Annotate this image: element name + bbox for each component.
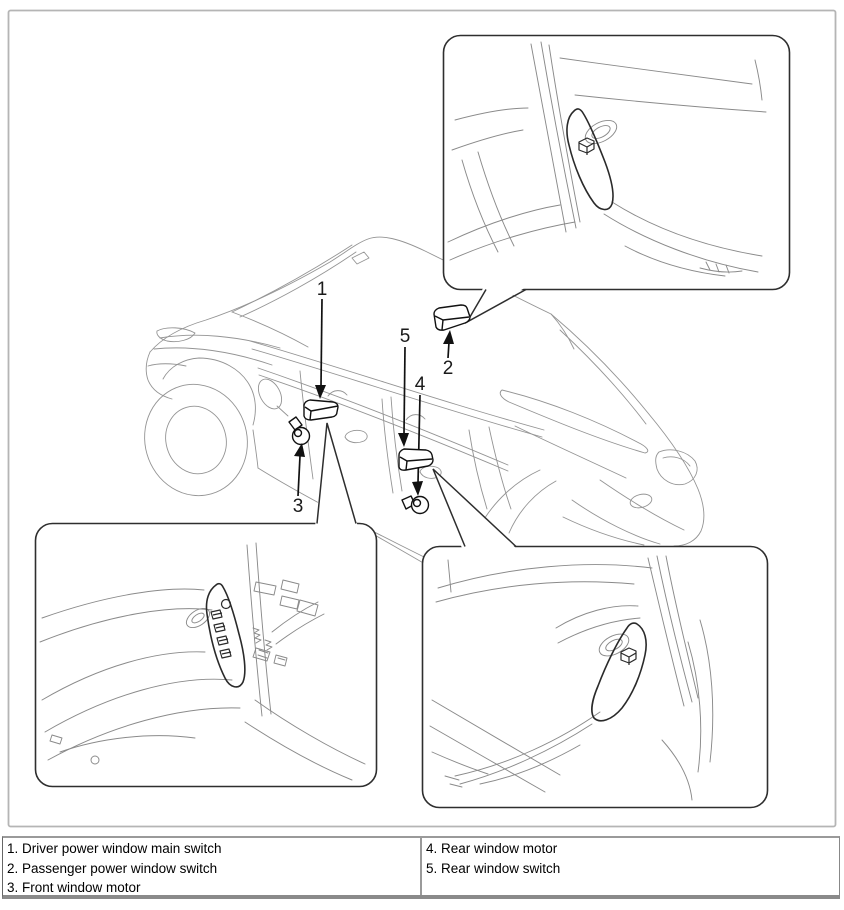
marker-3: 3 (292, 496, 304, 517)
switch-box-5 (399, 449, 433, 470)
marker-2-arrowhead (443, 330, 454, 344)
legend-item-2: 2. Passenger power window switch (7, 860, 218, 876)
legend-item-4: 4. Rear window motor (426, 841, 558, 856)
marker-3-arrow-shaft (298, 456, 300, 496)
legend-column-1 (3, 838, 422, 895)
marker-4-arrowhead (412, 481, 423, 496)
legend-item-1: 1. Driver power window main switch (7, 841, 222, 856)
inset-passenger-door (444, 36, 790, 323)
marker-5-arrowhead (398, 433, 409, 447)
motor-4 (402, 496, 429, 514)
switch-box-2 (434, 305, 470, 330)
marker-5-arrow-shaft (404, 347, 405, 434)
marker-4-arrow-shaft (418, 395, 420, 483)
marker-2: 2 (442, 358, 454, 379)
legend-item-5: 5. Rear window switch (426, 860, 561, 876)
marker-4: 4 (414, 374, 426, 395)
marker-1-arrow-shaft (321, 299, 322, 386)
marker-2-arrow-shaft (448, 342, 449, 358)
legend-item-3: 3. Front window motor (7, 880, 141, 895)
legend-column-2 (422, 838, 839, 895)
marker-labels (293, 279, 454, 517)
marker-1: 1 (316, 279, 328, 300)
legend-table (2, 836, 840, 899)
motor-3 (289, 417, 310, 445)
marker-3-arrowhead (294, 443, 305, 457)
inset-driver-door (36, 423, 377, 787)
marker-5: 5 (399, 326, 411, 347)
switch-box-1 (304, 400, 338, 420)
inset-rear-door (423, 469, 768, 808)
